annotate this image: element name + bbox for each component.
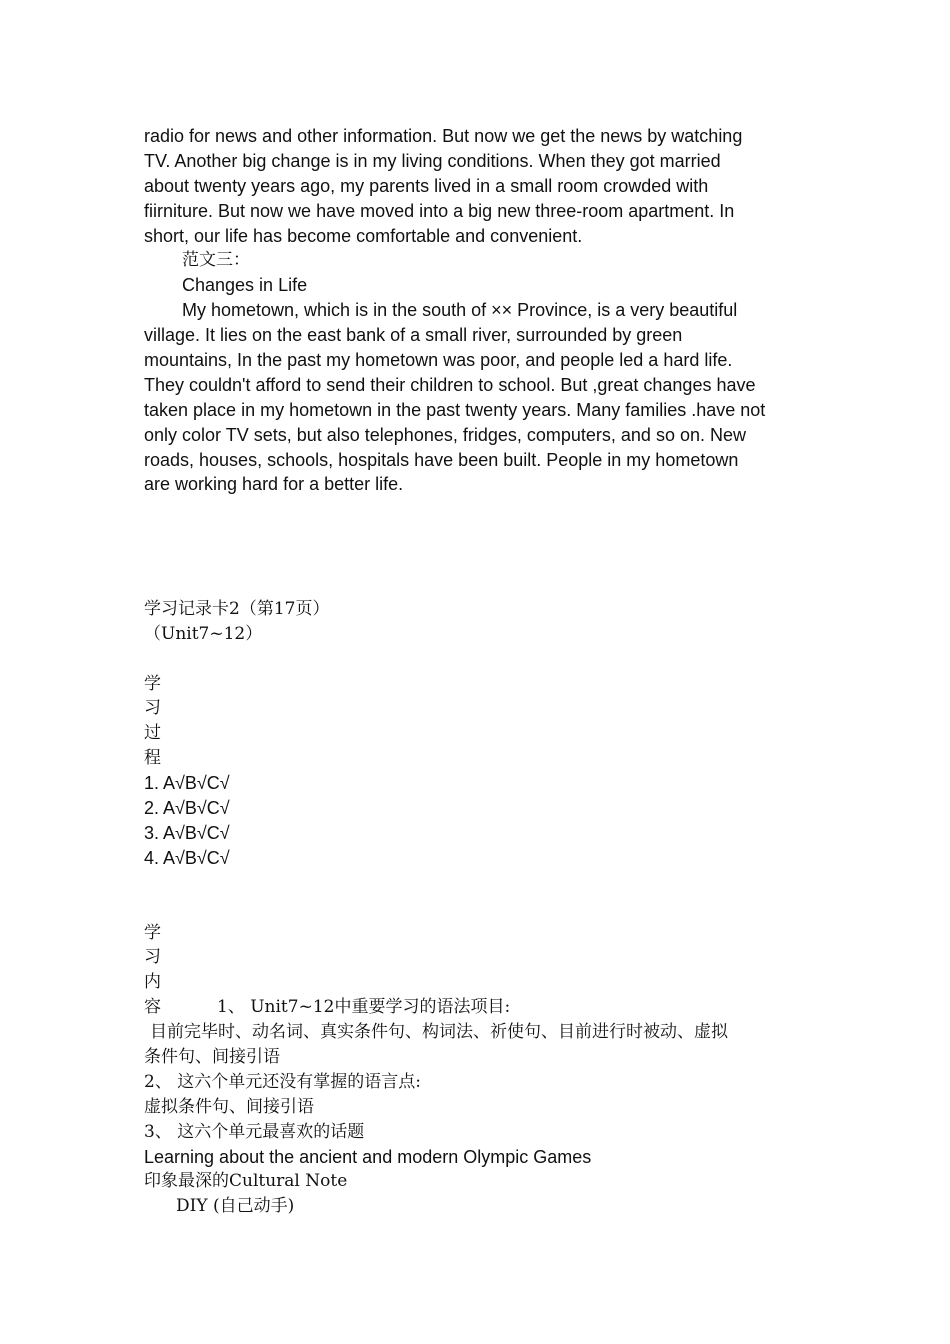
paragraph-line: radio for news and other information. But now we get the news by watching: [144, 126, 743, 146]
answer-item: 4. A√B√C√: [144, 847, 230, 868]
item2-text: 虚拟条件句、间接引语: [144, 1096, 314, 1117]
paragraph-line: taken place in my hometown in the past twenty years. Many families .have not: [144, 399, 766, 420]
paragraph-line: TV. Another big change is in my living conditions. When they got married: [144, 150, 721, 171]
paragraph-line: only color TV sets, but also telephones, fridges, computers, and so on. New: [144, 424, 746, 445]
paragraph-line: village. It lies on the east bank of a small river, surrounded by green: [144, 325, 683, 346]
paragraph-line: mountains, In the past my hometown was poor, and people led a hard life.: [144, 350, 733, 371]
paragraph-line: are working hard for a better life.: [144, 474, 404, 495]
process-label: [144, 672, 814, 772]
content-char: 容: [144, 997, 161, 1018]
paragraph-line: short, our life has become comfortable and convenient.: [144, 225, 583, 246]
item1-text: 目前完毕时、动名词、真实条件句、构词法、祈使句、目前进行时被动、虚拟: [150, 1022, 728, 1043]
paragraph-line: roads, houses, schools, hospitals have been built. People in my hometown: [144, 449, 739, 470]
sample-title: Changes in Life: [182, 275, 308, 296]
paragraph-line: They couldn't afford to send their children to school. But ,great changes have: [144, 374, 756, 395]
paragraph-line: fiirniture. But now we have moved into a big new three-room apartment. In: [144, 200, 735, 221]
item1-heading: 1、 Unit7~12中重要学习的语法项目:: [217, 997, 511, 1018]
card-title: 学习记录卡2（第17页）: [144, 598, 330, 619]
item1-text: 条件句、间接引语: [144, 1046, 280, 1067]
sample-body: [144, 298, 814, 497]
content-section: [144, 921, 814, 1220]
content-row: [144, 995, 814, 1020]
study-record-card: [144, 597, 814, 1219]
process-char: 习: [144, 698, 161, 719]
diy-line: DIY (自己动手): [176, 1196, 295, 1217]
item2-heading: 2、 这六个单元还没有掌握的语言点:: [144, 1071, 421, 1092]
document-page: [144, 124, 814, 1219]
paragraph-line: My hometown, which is in the south of ×× Province, is a very beautiful: [182, 300, 738, 321]
content-char: 习: [144, 947, 161, 968]
process-char: 学: [144, 673, 161, 694]
essay-tail: [144, 124, 814, 248]
answer-item: 2. A√B√C√: [144, 798, 230, 819]
item3-text: Learning about the ancient and modern Olympic Games: [144, 1146, 592, 1167]
process-char: 程: [144, 748, 161, 769]
paragraph-line: about twenty years ago, my parents lived in a small room crowded with: [144, 175, 709, 196]
content-char: 学: [144, 922, 161, 943]
card-units: （Unit7~12）: [144, 623, 263, 644]
content-char: 内: [144, 972, 161, 993]
sample-label: 范文三：: [182, 250, 250, 271]
cultural-note: 印象最深的Cultural Note: [144, 1171, 348, 1192]
answer-item: 1. A√B√C√: [144, 773, 230, 794]
answer-list: [144, 771, 814, 871]
process-char: 过: [144, 723, 161, 744]
answer-item: 3. A√B√C√: [144, 822, 230, 843]
item3-heading: 3、 这六个单元最喜欢的话题: [144, 1121, 365, 1142]
